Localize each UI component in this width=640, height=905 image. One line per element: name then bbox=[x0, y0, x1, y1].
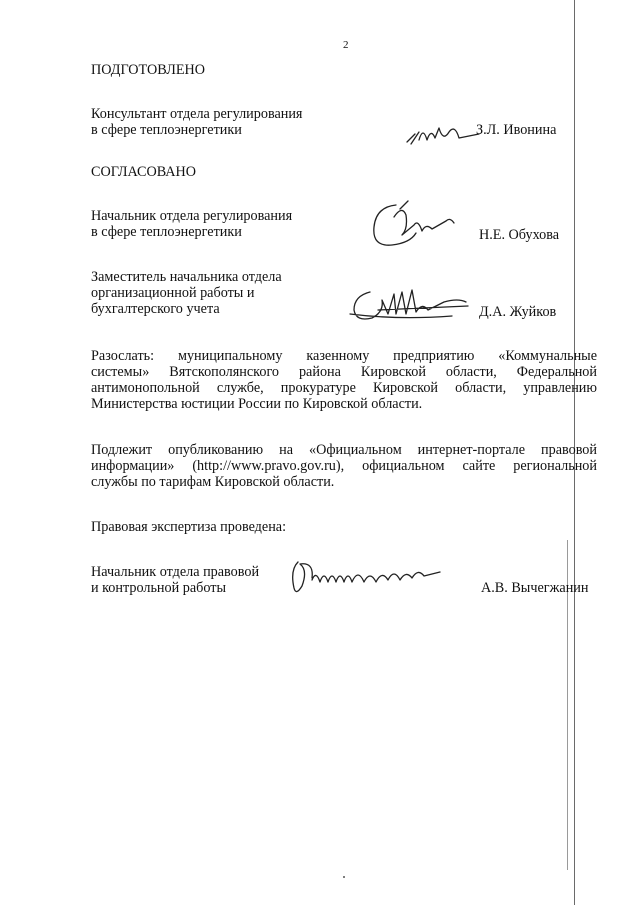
signer1-position-line2: в сфере теплоэнергетики bbox=[91, 224, 242, 240]
signer2-position-line3: бухгалтерского учета bbox=[91, 301, 220, 317]
distribution-line: системы» Вятскополянского района Кировской области, Федеральной bbox=[91, 364, 597, 380]
scan-speck bbox=[343, 876, 345, 878]
signer2-name: Д.А. Жуйков bbox=[479, 304, 557, 320]
legal-review-position-line2: и контрольной работы bbox=[91, 580, 226, 596]
prepared-position-line1: Консультант отдела регулирования bbox=[91, 106, 303, 122]
publication-line: информации» (http://www.pravo.gov.ru), официальном сайте региональной bbox=[91, 458, 597, 474]
signer2-signature bbox=[348, 280, 476, 326]
legal-review-signature bbox=[288, 556, 448, 600]
page-number: 2 bbox=[343, 39, 349, 51]
signer2-position-line2: организационной работы и bbox=[91, 285, 255, 301]
prepared-heading: ПОДГОТОВЛЕНО bbox=[91, 62, 205, 78]
distribution-line: Разослать: муниципальному казенному предприятию «Коммунальные bbox=[91, 348, 597, 364]
legal-review-position-line1: Начальник отдела правовой bbox=[91, 564, 260, 580]
prepared-signature bbox=[405, 116, 485, 152]
signer1-position-line1: Начальник отдела регулирования bbox=[91, 208, 293, 224]
signer2-position-line1: Заместитель начальника отдела bbox=[91, 269, 282, 285]
publication-line: службы по тарифам Кировской области. bbox=[91, 474, 335, 490]
legal-review-name: А.В. Вычегжанин bbox=[481, 580, 589, 596]
publication-line: Подлежит опубликованию на «Официальном интернет-портале правовой bbox=[91, 442, 597, 458]
publication-paragraph bbox=[91, 442, 597, 490]
distribution-paragraph bbox=[91, 348, 597, 412]
legal-review-statement: Правовая экспертиза проведена: bbox=[91, 519, 287, 535]
agreed-heading: СОГЛАСОВАНО bbox=[91, 164, 197, 180]
signer1-signature bbox=[366, 195, 466, 257]
signer1-name: Н.Е. Обухова bbox=[479, 227, 560, 243]
prepared-name: З.Л. Ивонина bbox=[476, 122, 557, 138]
distribution-line: Министерства юстиции России по Кировской области. bbox=[91, 396, 423, 412]
prepared-position-line2: в сфере теплоэнергетики bbox=[91, 122, 242, 138]
distribution-line: антимонопольной службе, прокуратуре Кировской области, управлению bbox=[91, 380, 597, 396]
